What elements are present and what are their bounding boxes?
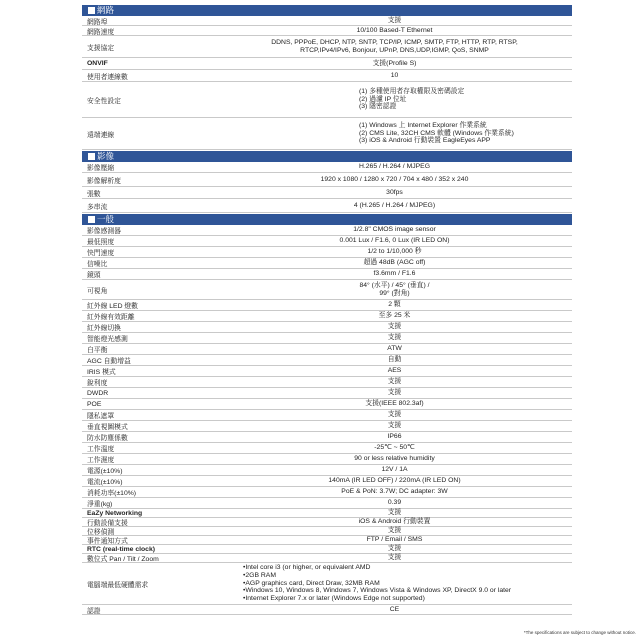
section-header-general [82, 214, 572, 225]
spec-value: 自動 [387, 356, 402, 364]
spec-value: 0.39 [387, 499, 402, 507]
spec-label: 快門速度 [87, 250, 115, 257]
spec-label: AGC 自動增益 [87, 358, 131, 365]
spec-row [82, 118, 572, 150]
spec-row [82, 527, 572, 536]
spec-label: 工作濕度 [87, 457, 115, 464]
spec-row [82, 344, 572, 355]
spec-row [82, 225, 572, 236]
spec-row [82, 410, 572, 421]
spec-label: 遠端連線 [87, 131, 115, 139]
spec-row [82, 388, 572, 399]
spec-row [82, 355, 572, 366]
spec-value: 1/2 to 1/10,000 秒 [367, 248, 422, 256]
spec-row [82, 173, 572, 187]
spec-value: iOS & Android 行動裝置 [358, 518, 431, 526]
spec-row [82, 199, 572, 213]
section-title: 網路 [97, 5, 115, 15]
spec-label: 智能燈光感測 [87, 336, 128, 343]
spec-label: 垂直視圖模式 [87, 424, 128, 431]
spec-row [82, 366, 572, 377]
spec-label: EaZy Networking [87, 509, 143, 517]
spec-label: 最低照度 [87, 239, 115, 246]
spec-label: 工作溫度 [87, 446, 115, 453]
spec-row [82, 333, 572, 344]
spec-value: CE [389, 605, 400, 613]
section-title: 一般 [97, 214, 115, 224]
spec-row [82, 300, 572, 311]
spec-row [82, 26, 572, 36]
section-square-icon [88, 7, 95, 14]
spec-row [82, 605, 572, 615]
section-header-network [82, 5, 572, 16]
spec-row [82, 269, 572, 280]
spec-row [82, 509, 572, 518]
spec-row [82, 498, 572, 509]
spec-value: 2 顆 [388, 301, 401, 309]
spec-row [82, 421, 572, 432]
spec-row [82, 58, 572, 70]
spec-row [82, 563, 572, 605]
spec-label: 消耗功率(±10%) [87, 490, 137, 497]
section-header-video [82, 151, 572, 162]
spec-row [82, 16, 572, 26]
spec-label: 位移偵測 [87, 529, 115, 536]
spec-row [82, 443, 572, 454]
spec-label: 紅外線切換 [87, 325, 121, 332]
spec-value: -25℃ ~ 50℃ [374, 444, 415, 452]
spec-value: 支援 [387, 378, 402, 386]
spec-row [82, 399, 572, 410]
spec-label: 影像解析度 [87, 177, 121, 185]
spec-label: 數位式 Pan / Tilt / Zoom [87, 556, 159, 563]
spec-sheet [82, 4, 572, 615]
list-item: • Internet Explorer 7.x or later (Windows Edge not supported) [243, 595, 511, 603]
spec-row [82, 377, 572, 388]
spec-label: ONVIF [87, 60, 108, 67]
spec-label: 影像壓縮 [87, 165, 115, 172]
spec-row [82, 311, 572, 322]
spec-label: 多串流 [87, 203, 108, 211]
spec-value: 10 [390, 71, 399, 79]
spec-value: 支援 [387, 411, 402, 419]
spec-label: 信噪比 [87, 261, 108, 268]
spec-row [82, 187, 572, 199]
spec-row [82, 518, 572, 527]
spec-value: 支援(Profile S) [372, 59, 417, 67]
spec-value: 支援 [387, 323, 402, 331]
spec-row [82, 36, 572, 58]
spec-label: 張數 [87, 190, 101, 198]
spec-value: 4 (H.265 / H.264 / MJPEG) [353, 201, 436, 209]
section-title: 影像 [97, 151, 115, 161]
spec-value: PoE & PoN: 3.7W; DC adapter: 3W [341, 488, 448, 496]
spec-row [82, 70, 572, 82]
spec-value: 支援 [387, 16, 402, 24]
spec-row [82, 280, 572, 300]
list-item: • AGP graphics card, Direct Draw, 32MB RAM [243, 580, 511, 588]
spec-value: 支援 [387, 527, 402, 535]
spec-label: 使用者連線數 [87, 73, 128, 81]
spec-label: 電腦端最低硬體需求 [87, 581, 149, 589]
spec-value: f3.6mm / F1.6 [373, 270, 416, 278]
spec-label: 紅外線 LED 燈數 [87, 303, 138, 310]
section-square-icon [88, 216, 95, 223]
spec-value: 140mA (IR LED OFF) / 220mA (IR LED ON) [328, 477, 461, 485]
spec-value: IP66 [387, 433, 402, 441]
spec-value: 至多 25 米 [378, 312, 411, 320]
list-item: • 2GB RAM [243, 572, 511, 580]
spec-value: AES [387, 367, 402, 375]
spec-label: 事件通知方式 [87, 538, 128, 545]
spec-label: 紅外線有效距離 [87, 314, 135, 321]
spec-value: 10/100 Based-T Ethernet [356, 26, 433, 34]
spec-value: 1/2.8" CMOS image sensor [353, 226, 436, 234]
spec-value: 支援(IEEE 802.3af) [365, 400, 424, 408]
spec-label: 支援協定 [87, 44, 115, 52]
spec-label: RTC (real-time clock) [87, 545, 155, 553]
spec-label: 隱私遮罩 [87, 413, 115, 420]
spec-label: 淨重(kg) [87, 501, 113, 508]
spec-value: 12V / 1A [381, 466, 408, 474]
spec-row [82, 554, 572, 563]
spec-value: 支援 [387, 554, 402, 562]
spec-row [82, 454, 572, 465]
spec-value: 支援 [387, 422, 402, 430]
spec-row [82, 487, 572, 498]
spec-label: 白平衡 [87, 347, 108, 354]
spec-label: 行動設備支援 [87, 520, 128, 527]
spec-value: 30fps [386, 188, 403, 196]
spec-row [82, 322, 572, 333]
spec-value: ATW [387, 345, 402, 353]
spec-label: 鏡頭 [87, 272, 101, 279]
spec-value: 支援 [387, 334, 402, 342]
spec-label: 電流(±10%) [87, 479, 123, 486]
spec-value: 1920 x 1080 / 1280 x 720 / 704 x 480 / 352 x 240 [320, 175, 469, 183]
spec-label: 認證 [87, 607, 101, 615]
spec-value: 支援 [387, 545, 402, 553]
spec-value: (1) Windows 上 Internet Explorer 作業系統 (2) CMS Lite, 32CH CMS 軟體 (Windows 作業系統) (3) iOS & Android 行動裝置 EagleEyes APP [359, 121, 514, 145]
spec-row [82, 432, 572, 443]
spec-label: 銳利度 [87, 380, 108, 387]
list-item: • Windows 10, Windows 8, Windows 7, Windows Vista & Windows XP, DirectX 9.0 or later [243, 587, 511, 595]
spec-value: FTP / Email / SMS [366, 536, 423, 544]
spec-label: 網路埠 [87, 18, 108, 26]
footnote: *The specifications are subject to change without notice. [523, 630, 636, 635]
spec-value: H.265 / H.264 / MJPEG [358, 163, 431, 171]
spec-label: POE [87, 400, 102, 408]
spec-label: 網路速度 [87, 28, 115, 36]
spec-label: 可視角 [87, 287, 108, 295]
spec-row [82, 476, 572, 487]
spec-label: 防水防塵係數 [87, 435, 128, 442]
spec-value: 支援 [387, 509, 402, 517]
spec-row [82, 82, 572, 118]
spec-row [82, 465, 572, 476]
spec-value: 84° (水平) / 45° (垂直) / 99° (對角) [359, 281, 430, 297]
spec-label: 電源(±10%) [87, 468, 123, 475]
spec-label: DWDR [87, 389, 109, 397]
spec-label: IRIS 模式 [87, 369, 116, 376]
spec-label: 影像感測器 [87, 228, 121, 235]
spec-value [217, 563, 572, 604]
spec-value: 0.001 Lux / F1.6, 0 Lux (IR LED ON) [339, 237, 450, 245]
spec-value: 90 or less relative humidity [354, 455, 435, 463]
spec-row [82, 536, 572, 545]
spec-value: 支援 [387, 389, 402, 397]
spec-value: DDNS, PPPoE, DHCP, NTP, SNTP, TCP/IP, ICMP, SMTP, FTP, HTTP, RTP, RTSP, RTCP,IPv4/IPv6, Bonjour, UPnP, DNS,UDP,IGMP, QoS, SNMP [271, 38, 518, 54]
spec-label: 安全性設定 [87, 97, 121, 105]
spec-row [82, 236, 572, 247]
spec-row [82, 258, 572, 269]
spec-row [82, 162, 572, 173]
spec-value: 超過 48dB (AGC off) [363, 259, 426, 267]
section-square-icon [88, 153, 95, 160]
list-item: • Intel core i3 (or higher, or equivalent AMD [243, 564, 511, 572]
spec-row [82, 247, 572, 258]
spec-value: (1) 多種使用者存取權限及密碼設定 (2) 過濾 IP 位址 (3) 隱密認證 [359, 87, 465, 111]
requirement-list [237, 564, 511, 603]
